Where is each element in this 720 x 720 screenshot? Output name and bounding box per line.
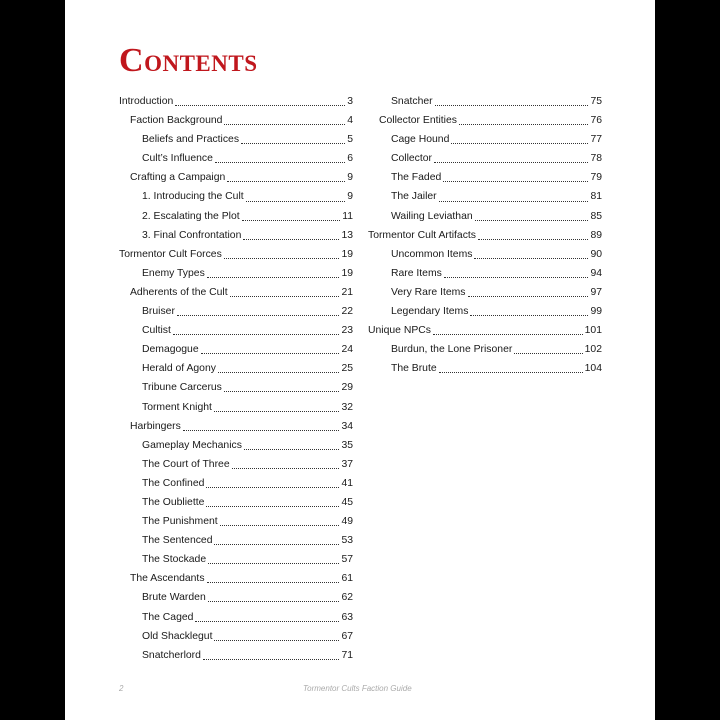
toc-entry-label: Uncommon Items <box>391 248 473 260</box>
toc-entry[interactable] <box>368 302 602 321</box>
toc-entry-label: Rare Items <box>391 267 442 279</box>
toc-entry[interactable] <box>119 111 353 130</box>
toc-entry-label: Tormentor Cult Artifacts <box>368 229 476 241</box>
toc-entry-page-number: 6 <box>347 153 353 165</box>
toc-entry-page-number: 85 <box>590 210 602 222</box>
toc-entry-page-number: 57 <box>341 554 353 566</box>
toc-leader-dots <box>241 143 345 144</box>
toc-entry[interactable] <box>119 207 353 226</box>
toc-entry[interactable] <box>119 455 353 474</box>
toc-entry[interactable] <box>119 608 353 627</box>
toc-entry[interactable] <box>368 111 602 130</box>
toc-leader-dots <box>183 430 340 431</box>
toc-entry-page-number: 32 <box>341 401 353 413</box>
toc-entry[interactable] <box>119 321 353 340</box>
toc-leader-dots <box>214 544 339 545</box>
toc-entry-page-number: 99 <box>590 306 602 318</box>
toc-leader-dots <box>230 296 340 297</box>
toc-entry[interactable] <box>119 340 353 359</box>
toc-leader-dots <box>206 487 339 488</box>
toc-leader-dots <box>243 239 339 240</box>
toc-leader-dots <box>177 315 340 316</box>
toc-entry-page-number: 62 <box>341 592 353 604</box>
toc-leader-dots <box>242 220 341 221</box>
toc-entry-page-number: 97 <box>590 286 602 298</box>
toc-leader-dots <box>444 277 589 278</box>
toc-entry-label: The Oubliette <box>142 496 205 508</box>
toc-entry[interactable] <box>119 130 353 149</box>
toc-leader-dots <box>224 391 340 392</box>
toc-entry-label: The Jailer <box>391 191 437 203</box>
toc-entry-label: Tribune Carcerus <box>142 382 222 394</box>
toc-entry-label: Harbingers <box>130 420 181 432</box>
toc-leader-dots <box>433 334 583 335</box>
footer-book-title: Tormentor Cults Faction Guide <box>303 684 412 693</box>
toc-leader-dots <box>207 582 340 583</box>
toc-entry-label: Tormentor Cult Forces <box>119 248 222 260</box>
toc-leader-dots <box>459 124 588 125</box>
toc-leader-dots <box>478 239 588 240</box>
toc-leader-dots <box>227 181 345 182</box>
toc-entry[interactable] <box>368 187 602 206</box>
toc-entry-label: 3. Final Confrontation <box>142 229 242 241</box>
toc-entry[interactable] <box>119 627 353 646</box>
toc-entry[interactable] <box>119 187 353 206</box>
toc-entry-label: Old Shacklegut <box>142 630 213 642</box>
toc-entry[interactable] <box>368 264 602 283</box>
toc-entry-page-number: 22 <box>341 306 353 318</box>
toc-leader-dots <box>208 601 340 602</box>
toc-entry[interactable] <box>119 493 353 512</box>
toc-entry-label: Torment Knight <box>142 401 212 413</box>
toc-entry-page-number: 35 <box>341 439 353 451</box>
toc-entry[interactable] <box>368 359 602 378</box>
toc-entry[interactable] <box>368 226 602 245</box>
toc-entry-page-number: 34 <box>341 420 353 432</box>
toc-leader-dots <box>244 449 340 450</box>
toc-entry-page-number: 81 <box>590 191 602 203</box>
toc-entry-page-number: 76 <box>590 115 602 127</box>
toc-entry-label: The Ascendants <box>130 573 205 585</box>
toc-entry[interactable] <box>368 207 602 226</box>
toc-entry-label: 1. Introducing the Cult <box>142 191 244 203</box>
toc-entry-page-number: 45 <box>341 496 353 508</box>
toc-leader-dots <box>468 296 589 297</box>
toc-entry-label: Demagogue <box>142 344 199 356</box>
toc-leader-dots <box>218 372 340 373</box>
toc-leader-dots <box>215 162 345 163</box>
toc-entry-page-number: 49 <box>341 516 353 528</box>
toc-entry[interactable] <box>368 92 602 111</box>
toc-entry-label: Beliefs and Practices <box>142 134 240 146</box>
toc-entry-label: Brute Warden <box>142 592 206 604</box>
toc-entry[interactable] <box>119 378 353 397</box>
toc-entry-page-number: 78 <box>590 153 602 165</box>
toc-entry[interactable] <box>119 92 353 111</box>
toc-leader-dots <box>443 181 588 182</box>
toc-entry-label: The Confined <box>142 477 205 489</box>
toc-entry-label: Herald of Agony <box>142 363 216 375</box>
toc-entry-page-number: 24 <box>341 344 353 356</box>
toc-entry-label: Snatcher <box>391 96 433 107</box>
toc-entry-label: Collector Entities <box>379 115 457 127</box>
toc-leader-dots <box>175 105 345 106</box>
toc-entry-label: Legendary Items <box>391 306 469 318</box>
toc-entry[interactable] <box>119 283 353 302</box>
toc-entry-page-number: 13 <box>341 229 353 241</box>
toc-entry[interactable] <box>119 512 353 531</box>
footer-page-number: 2 <box>119 684 124 693</box>
toc-entry-page-number: 53 <box>341 535 353 547</box>
toc-entry-label: Cage Hound <box>391 134 450 146</box>
toc-entry[interactable] <box>119 245 353 264</box>
toc-entry-label: The Sentenced <box>142 535 213 547</box>
toc-entry[interactable] <box>119 646 353 665</box>
toc-entry-page-number: 104 <box>584 363 602 375</box>
toc-entry-label: Introduction <box>119 96 174 107</box>
toc-leader-dots <box>470 315 588 316</box>
toc-leader-dots <box>474 258 588 259</box>
toc-entry-label: The Brute <box>391 363 437 375</box>
toc-entry-label: Snatcherlord <box>142 649 201 661</box>
toc-leader-dots <box>514 353 582 354</box>
toc-entry-label: Burdun, the Lone Prisoner <box>391 344 513 356</box>
toc-entry[interactable] <box>368 245 602 264</box>
title-rest: ONTENTS <box>144 51 258 76</box>
toc-entry-label: Unique NPCs <box>368 325 431 337</box>
toc-entry-page-number: 41 <box>341 477 353 489</box>
toc-entry-label: Very Rare Items <box>391 286 466 298</box>
toc-entry-page-number: 19 <box>341 267 353 279</box>
toc-entry-page-number: 25 <box>341 363 353 375</box>
toc-entry-page-number: 79 <box>590 172 602 184</box>
toc-entry-page-number: 67 <box>341 630 353 642</box>
toc-entry-label: The Punishment <box>142 516 218 528</box>
toc-entry-page-number: 61 <box>341 573 353 585</box>
toc-entry-label: The Caged <box>142 611 194 623</box>
toc-leader-dots <box>224 124 345 125</box>
toc-entry-label: Gameplay Mechanics <box>142 439 242 451</box>
toc-leader-dots <box>203 659 340 660</box>
toc-entry[interactable] <box>119 226 353 245</box>
toc-leader-dots <box>195 621 339 622</box>
toc-entry-label: 2. Escalating the Plot <box>142 210 240 222</box>
toc-leader-dots <box>201 353 340 354</box>
toc-entry[interactable] <box>368 321 602 340</box>
document-page <box>65 0 655 720</box>
toc-entry[interactable] <box>368 149 602 168</box>
toc-entry[interactable] <box>119 168 353 187</box>
toc-entry-page-number: 3 <box>347 96 353 107</box>
toc-entry-label: Cult’s Influence <box>142 153 213 165</box>
toc-entry-page-number: 89 <box>590 229 602 241</box>
toc-entry[interactable] <box>119 569 353 588</box>
toc-entry-page-number: 71 <box>341 649 353 661</box>
toc-entry-label: Enemy Types <box>142 267 205 279</box>
toc-entry[interactable] <box>368 130 602 149</box>
toc-leader-dots <box>439 372 583 373</box>
toc-column-right <box>368 92 602 378</box>
toc-entry-label: Crafting a Campaign <box>130 172 226 184</box>
toc-entry-page-number: 90 <box>590 248 602 260</box>
toc-column-left <box>119 92 353 665</box>
toc-entry[interactable] <box>119 302 353 321</box>
toc-entry[interactable] <box>368 168 602 187</box>
toc-entry[interactable] <box>368 340 602 359</box>
toc-entry[interactable] <box>119 398 353 417</box>
toc-leader-dots <box>475 220 589 221</box>
toc-entry-page-number: 75 <box>590 96 602 107</box>
toc-entry-label: The Stockade <box>142 554 207 566</box>
toc-leader-dots <box>439 201 589 202</box>
toc-entry-page-number: 102 <box>584 344 602 356</box>
toc-entry[interactable] <box>119 588 353 607</box>
toc-entry-page-number: 77 <box>590 134 602 146</box>
toc-entry-page-number: 23 <box>341 325 353 337</box>
toc-leader-dots <box>246 201 346 202</box>
page-title <box>119 44 258 78</box>
toc-entry-label: The Court of Three <box>142 458 230 470</box>
toc-entry-label: Faction Background <box>130 115 223 127</box>
toc-entry[interactable] <box>119 359 353 378</box>
toc-leader-dots <box>214 411 340 412</box>
title-initial: C <box>119 42 145 79</box>
toc-entry-page-number: 29 <box>341 382 353 394</box>
toc-entry-label: Collector <box>391 153 432 165</box>
toc-entry-page-number: 11 <box>342 210 353 222</box>
toc-entry-page-number: 5 <box>347 134 353 146</box>
toc-leader-dots <box>435 105 589 106</box>
toc-entry-label: Bruiser <box>142 306 175 318</box>
toc-leader-dots <box>232 468 340 469</box>
toc-leader-dots <box>224 258 340 259</box>
toc-leader-dots <box>208 563 339 564</box>
toc-entry[interactable] <box>119 417 353 436</box>
toc-entry-label: Wailing Leviathan <box>391 210 473 222</box>
toc-leader-dots <box>434 162 588 163</box>
toc-entry[interactable] <box>119 149 353 168</box>
toc-entry[interactable] <box>368 283 602 302</box>
toc-entry[interactable] <box>119 550 353 569</box>
toc-leader-dots <box>451 143 588 144</box>
toc-leader-dots <box>207 277 340 278</box>
toc-entry[interactable] <box>119 474 353 493</box>
toc-entry[interactable] <box>119 436 353 455</box>
toc-leader-dots <box>214 640 339 641</box>
toc-entry[interactable] <box>119 264 353 283</box>
toc-entry-label: Adherents of the Cult <box>130 286 228 298</box>
toc-entry-label: The Faded <box>391 172 442 184</box>
toc-entry-page-number: 19 <box>341 248 353 260</box>
toc-leader-dots <box>220 525 340 526</box>
toc-leader-dots <box>206 506 339 507</box>
toc-leader-dots <box>173 334 340 335</box>
toc-entry-page-number: 63 <box>341 611 353 623</box>
toc-entry-page-number: 9 <box>347 172 353 184</box>
toc-entry-page-number: 21 <box>341 286 353 298</box>
toc-entry-page-number: 4 <box>347 115 353 127</box>
toc-entry-page-number: 101 <box>584 325 602 337</box>
toc-entry-page-number: 94 <box>590 267 602 279</box>
toc-entry-page-number: 37 <box>341 458 353 470</box>
toc-entry-label: Cultist <box>142 325 171 337</box>
toc-entry[interactable] <box>119 531 353 550</box>
toc-entry-page-number: 9 <box>347 191 353 203</box>
